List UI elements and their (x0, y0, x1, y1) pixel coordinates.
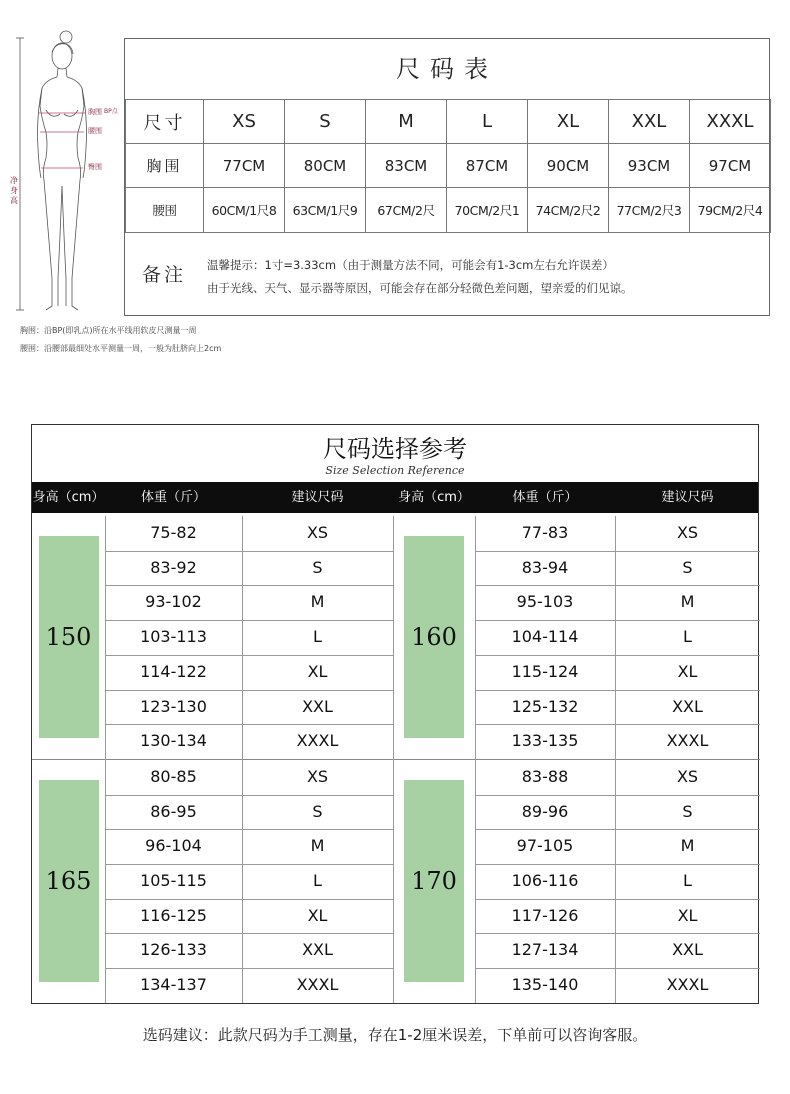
recommended-size-cell: XXXL (666, 731, 709, 751)
bust-cell: 90CM (528, 144, 609, 188)
waist-cell: 74CM/2尺2 (528, 188, 609, 233)
weight-range-cell: 126-133 (140, 940, 207, 960)
recommended-size-cell: M (680, 592, 695, 612)
row-divider (475, 655, 760, 656)
notes-row (125, 232, 769, 316)
row-divider (475, 585, 760, 586)
row-divider (475, 690, 760, 691)
size-reference-chart (31, 424, 759, 1004)
recommended-size-cell: XL (307, 905, 328, 925)
recommended-size-cell: XS (306, 523, 329, 542)
recommended-size-cell: XL (307, 661, 328, 681)
weight-range-cell: 93-102 (145, 592, 202, 612)
weight-range-cell: 133-135 (511, 731, 579, 751)
row-divider (105, 933, 393, 934)
waist-cell: 70CM/2尺1 (447, 188, 528, 233)
recommended-size-cell: XS (306, 766, 329, 786)
weight-range-cell: 127-134 (511, 940, 579, 960)
figure-label-hip: 臀围 (88, 163, 102, 171)
column-divider (242, 516, 243, 1003)
weight-range-cell: 116-125 (140, 905, 207, 925)
header-size-right: 建议尺码 (661, 490, 714, 505)
row-divider (105, 655, 393, 656)
weight-range-cell: 77-83 (521, 523, 569, 542)
bust-cell: 97CM (690, 144, 771, 188)
weight-range-cell: 106-116 (511, 871, 579, 890)
row-divider (475, 620, 760, 621)
recommended-size-cell: XXL (302, 696, 333, 716)
note-line: 由于光线、天气、显示器等原因，可能会存在部分轻微色差问题，望亲爱的们见谅。 (207, 281, 633, 295)
waist-cell: 63CM/1尺9 (285, 188, 366, 233)
reference-header-bar (32, 482, 758, 513)
row-divider (105, 899, 393, 900)
recommended-size-cell: XXXL (296, 975, 339, 995)
row-divider (105, 585, 393, 586)
row-divider (105, 795, 393, 796)
recommended-size-cell: L (683, 627, 692, 647)
bust-cell: 80CM (285, 144, 366, 188)
row-header-notes: 备注 (141, 264, 186, 286)
row-divider (475, 724, 760, 725)
weight-range-cell: 134-137 (140, 975, 207, 995)
recommended-size-cell: L (313, 871, 322, 890)
body-measurement-figure (8, 28, 120, 320)
recommended-size-cell: XXXL (666, 975, 709, 995)
bust-cell: 83CM (366, 144, 447, 188)
recommended-size-cell: XXL (672, 696, 703, 716)
size-row (126, 100, 771, 144)
weight-range-cell: 115-124 (511, 661, 579, 681)
header-size-left: 建议尺码 (291, 490, 344, 505)
size-cell: XXL (609, 100, 690, 144)
row-header-bust: 胸围 (126, 144, 204, 188)
recommended-size-cell: XXL (302, 940, 333, 960)
weight-range-cell: 89-96 (521, 801, 569, 821)
weight-range-cell: 125-132 (511, 696, 579, 716)
size-cell: XS (204, 100, 285, 144)
header-height-left: 身高（cm） (32, 490, 105, 505)
recommended-size-cell: XXXL (296, 731, 339, 751)
bust-cell: 77CM (204, 144, 285, 188)
row-divider (475, 933, 760, 934)
size-cell: L (447, 100, 528, 144)
weight-range-cell: 97-105 (516, 836, 574, 856)
bust-row (126, 144, 771, 188)
row-header-waist: 腰围 (126, 188, 204, 233)
height-value: 160 (411, 623, 457, 652)
row-divider (475, 795, 760, 796)
row-divider (475, 829, 760, 830)
weight-range-cell: 75-82 (150, 523, 197, 542)
size-cell: XXXL (690, 100, 771, 144)
row-divider (105, 864, 393, 865)
row-divider (105, 724, 393, 725)
size-cell: S (285, 100, 366, 144)
height-value: 150 (45, 623, 92, 652)
row-divider (475, 864, 760, 865)
recommended-size-cell: XXL (672, 940, 703, 960)
weight-range-cell: 114-122 (140, 661, 207, 681)
waist-cell: 77CM/2尺3 (609, 188, 690, 233)
waist-cell: 60CM/1尺8 (204, 188, 285, 233)
reference-footer-note: 选码建议：此款尺码为手工测量，存在1-2厘米误差，下单前可以咨询客服。 (142, 1026, 648, 1044)
row-divider (475, 899, 760, 900)
weight-range-cell: 104-114 (511, 627, 579, 647)
figure-label-height: 净身高 (10, 176, 18, 205)
recommended-size-cell: S (682, 557, 693, 577)
header-weight-right: 体重（斤） (512, 490, 578, 505)
waist-cell: 67CM/2尺 (366, 188, 447, 233)
height-block (393, 516, 475, 759)
weight-range-cell: 105-115 (140, 871, 207, 890)
column-divider (105, 516, 106, 1003)
weight-range-cell: 130-134 (140, 731, 207, 751)
recommended-size-cell: M (310, 836, 325, 856)
height-block (32, 760, 105, 1003)
header-height-right: 身高（cm） (398, 490, 470, 505)
row-divider (105, 620, 393, 621)
weight-range-cell: 95-103 (516, 592, 574, 612)
waist-cell: 79CM/2尺4 (690, 188, 771, 233)
weight-range-cell: 117-126 (511, 905, 579, 925)
weight-range-cell: 80-85 (150, 766, 197, 786)
row-divider (105, 968, 393, 969)
row-divider (105, 551, 393, 552)
recommended-size-cell: S (682, 801, 693, 821)
recommended-size-cell: M (310, 592, 325, 612)
body-outline-illustration (8, 28, 120, 320)
recommended-size-cell: S (312, 557, 323, 577)
row-header-size: 尺寸 (126, 100, 204, 144)
header-weight-left: 体重（斤） (140, 490, 206, 505)
weight-range-cell: 83-92 (150, 557, 197, 577)
size-chart-table (125, 99, 771, 233)
reference-subtitle: Size Selection Reference (325, 464, 465, 477)
weight-range-cell: 83-94 (521, 557, 569, 577)
recommended-size-cell: XL (677, 905, 698, 925)
column-divider (393, 516, 394, 1003)
recommended-size-cell: M (680, 836, 695, 856)
waist-row (126, 188, 771, 233)
row-divider (475, 551, 760, 552)
recommended-size-cell: L (683, 871, 692, 890)
height-value: 165 (45, 867, 92, 896)
row-divider (105, 690, 393, 691)
group-divider (32, 759, 760, 760)
height-value: 170 (411, 867, 457, 896)
reference-title: 尺码选择参考 (323, 435, 467, 463)
note-line: 温馨提示：1寸=3.33cm（由于测量方法不同，可能会有1-3cm左右允许误差） (207, 258, 614, 272)
recommended-size-cell: XL (677, 661, 698, 681)
figure-label-waist: 腰围 (88, 127, 102, 135)
size-cell: M (366, 100, 447, 144)
row-divider (105, 829, 393, 830)
weight-range-cell: 86-95 (150, 801, 197, 821)
weight-range-cell: 123-130 (140, 696, 207, 716)
height-block (393, 760, 475, 1003)
figure-label-bust-point: BP点 (104, 108, 118, 115)
recommended-size-cell: XS (676, 523, 699, 542)
weight-range-cell: 135-140 (511, 975, 579, 995)
column-divider (475, 516, 476, 1003)
weight-range-cell: 83-88 (521, 766, 569, 786)
recommended-size-cell: S (312, 801, 323, 821)
row-divider (475, 968, 760, 969)
height-block (32, 516, 105, 759)
footnote-bust: 胸围：沿BP(即乳点)所在水平线用软皮尺测量一周 (20, 326, 197, 335)
footnote-waist: 腰围：沿腰部最细处水平测量一周，一般为肚脐向上2cm (20, 344, 222, 353)
bust-cell: 93CM (609, 144, 690, 188)
size-chart-title: 尺码表 (396, 55, 498, 83)
weight-range-cell: 103-113 (140, 627, 207, 647)
weight-range-cell: 96-104 (145, 836, 202, 856)
bust-cell: 87CM (447, 144, 528, 188)
figure-label-bust: 胸围 (88, 108, 102, 116)
size-chart (124, 38, 770, 316)
recommended-size-cell: L (313, 627, 322, 647)
recommended-size-cell: XS (676, 766, 699, 786)
column-divider (615, 516, 616, 1003)
size-cell: XL (528, 100, 609, 144)
